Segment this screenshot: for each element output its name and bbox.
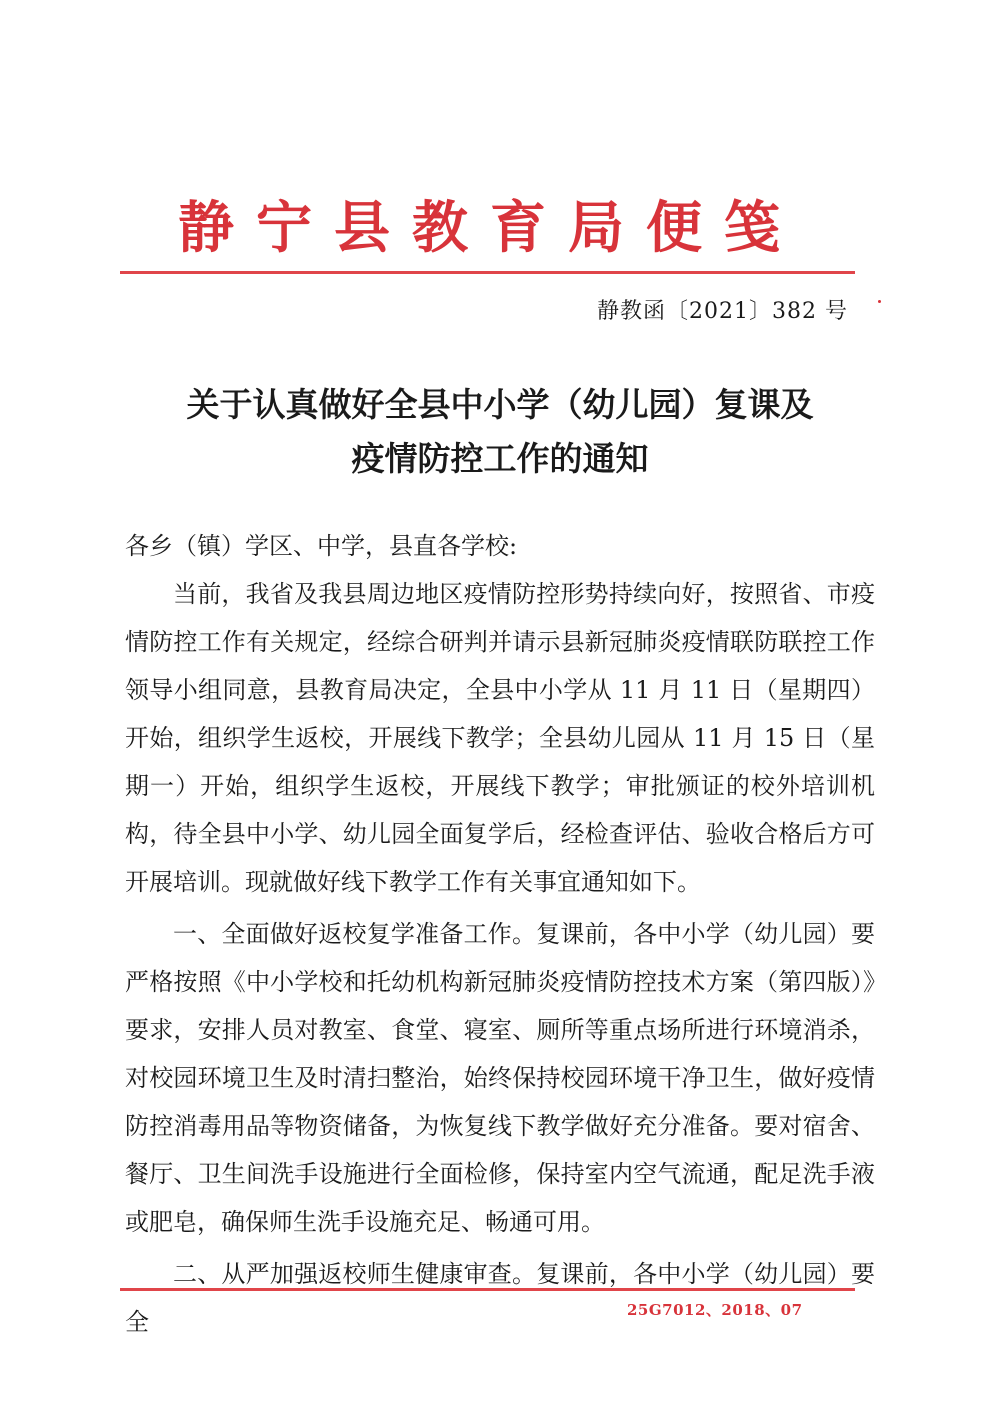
paragraph-section-1: 一、全面做好返校复学准备工作。复课前，各中小学（幼儿园）要严格按照《中小学校和托幼机构新冠肺炎疫情防控技术方案（第四版）》要求，安排人员对教室、食堂、寝室、厕所等重点场所进行环境消杀，对校园环境卫生及时清扫整治，始终保持校园环境干净卫生，做好疫情防控消毒用品等物资储备，为恢复线下教学做好充分准备。要对宿舍、餐厅、卫生间洗手设施进行全面检修，保持室内空气流通，配足洗手液或肥皂，确保师生洗手设施充足、畅通可用。 <box>125 920 875 1236</box>
salutation: 各乡（镇）学区、中学，县直各学校: <box>125 532 518 560</box>
document-number: 静教函〔2021〕382 号 <box>597 299 848 324</box>
notice-title-line-1: 关于认真做好全县中小学（幼儿园）复课及 <box>186 385 814 424</box>
paragraph-section-2: 二、从严加强返校师生健康审查。复课前，各中小学（幼儿园）要全 <box>125 1260 875 1336</box>
paragraph-intro: 当前，我省及我县周边地区疫情防控形势持续向好，按照省、市疫情防控工作有关规定，经综合研判并请示县新冠肺炎疫情联防联控工作领导小组同意，县教育局决定，全县中小学从 11 月 11 日（星期四）开始，组织学生返校，开展线下教学；全县幼儿园从 11 月 15 日（星期一）开始，组织学生返校，开展线下教学；审批颁证的校外培训机构，待全县中小学、幼儿园全面复学后，经检查评估、验收合格后方可开展培训。现就做好线下教学工作有关事宜通知如下。 <box>125 580 875 896</box>
margin-mark <box>878 300 881 303</box>
letterhead-red-rule <box>120 271 855 274</box>
form-code: 25G7012、2018、07 <box>627 1301 803 1319</box>
notice-title <box>120 378 880 486</box>
notice-body <box>125 522 875 1346</box>
notice-title-line-2: 疫情防控工作的通知 <box>351 439 649 478</box>
footer-red-rule <box>120 1288 855 1291</box>
letterhead-title: 静宁县教育局便笺 <box>178 195 802 261</box>
